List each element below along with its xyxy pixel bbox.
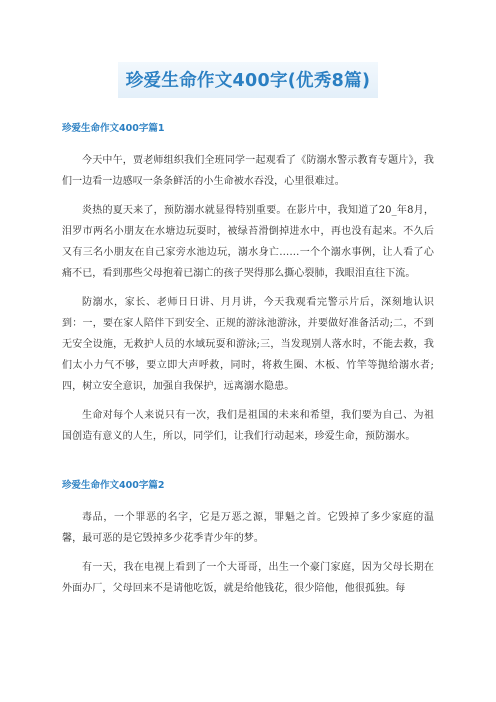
section-heading: 珍爱生命作文400字篇2	[62, 480, 165, 491]
paragraph: 今天中午，贾老师组织我们全班同学一起观看了《防溺水警示教育专题片》，我们一边看一边感叹一条条鲜活的小生命被水吞没，心里很难过。	[62, 155, 434, 187]
document-body	[62, 122, 434, 607]
paragraph: 毒品，一个罪恶的名字，它是万恶之源，罪魁之首。它毁掉了多少家庭的温馨，最可恶的是它毁掉多少花季青少年的梦。	[62, 512, 434, 544]
section-2	[62, 479, 434, 599]
title-banner	[0, 62, 496, 98]
section-1	[62, 122, 434, 447]
paragraph: 炎热的夏天来了，预防溺水就显得特别重要。在影片中，我知道了20_年8月，泪罗市两名小朋友在水塘边玩耍时，被绿苔滑倒掉进水中，再也没有起来。不久后又有三名小朋友在自己家旁水池边玩，溺水身亡……一个个溺水事例，让人看了心痛不已，看到那些父母抱着已溺亡的孩子哭得那么撕心裂肺，我眼泪直往下流。	[62, 205, 434, 279]
document-title: 珍爱生命作文400字(优秀8篇)	[118, 62, 379, 98]
paragraph: 生命对每个人来说只有一次，我们是祖国的未来和希望，我们要为自己、为祖国创造有意义的人生，所以，同学们，让我们行动起来，珍爱生命，预防溺水。	[62, 410, 434, 442]
section-heading: 珍爱生命作文400字篇1	[62, 123, 165, 134]
paragraph: 有一天，我在电视上看到了一个大哥哥，出生一个豪门家庭，因为父母长期在外面办厂，父母回来不是请他吃饭，就是给他钱花，很少陪他，他很孤独。每	[62, 562, 434, 594]
paragraph: 防溺水，家长、老师日日讲、月月讲，今天我观看完警示片后，深刻地认识到：一，要在家人陪伴下到安全、正规的游泳池游泳，并要做好准备活动;二，不到无安全设施，无救护人员的水域玩耍和游泳;三，当发现别人落水时，不能去救，我们太小力气不够，要立即大声呼救，同时，将救生圈、木板、竹竿等抛给溺水者;四，树立安全意识，加强自我保护，远离溺水隐患。	[62, 297, 434, 392]
